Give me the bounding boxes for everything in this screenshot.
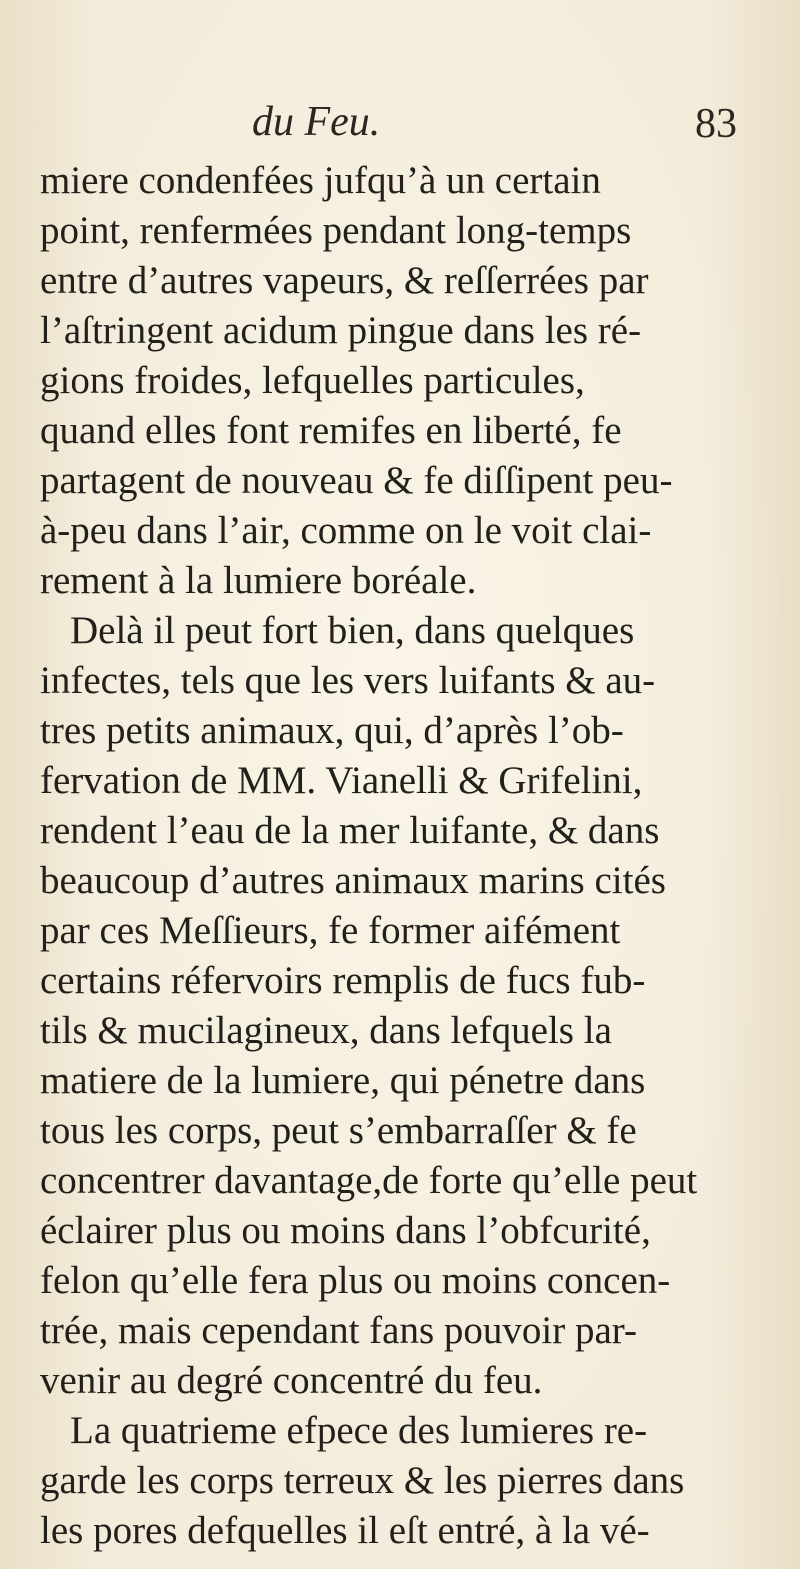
text-line: partagent de nouveau & fe diſſipent peu- <box>40 459 673 502</box>
page-number: 83 <box>695 101 737 147</box>
text-line: éclairer plus ou moins dans l’obfcurité, <box>40 1209 651 1252</box>
running-head <box>0 92 800 152</box>
text-line: quand elles font remifes en liberté, fe <box>40 409 622 452</box>
text-line: gions froides, lefquelles particules, <box>40 359 585 402</box>
text-line: tous les corps, peut s’embarraſſer & fe <box>40 1109 637 1152</box>
text-line: garde les corps terreux & les pierres dans <box>40 1459 685 1502</box>
text-line: concentrer davantage,de forte qu’elle peut <box>40 1159 698 1202</box>
text-line: rendent l’eau de la mer luifante, & dans <box>40 809 660 852</box>
text-line: certains réfervoirs remplis de fucs fub- <box>40 959 646 1002</box>
text-line: fervation de MM. Vianelli & Grifelini, <box>40 759 643 802</box>
text-line: infectes, tels que les vers luifants & au- <box>40 659 656 702</box>
text-line: tils & mucilagineux, dans lefquels la <box>40 1009 612 1052</box>
text-line: beaucoup d’autres animaux marins cités <box>40 859 666 902</box>
running-title: du Feu. <box>252 99 381 145</box>
text-line: venir au degré concentré du feu. <box>40 1359 543 1402</box>
text-line: point, renfermées pendant long-temps <box>40 209 632 252</box>
text-line: par ces Meſſieurs, fe former aifément <box>40 909 621 952</box>
text-line: à-peu dans l’air, comme on le voit clai- <box>40 509 652 552</box>
text-line: matiere de la lumiere, qui pénetre dans <box>40 1059 646 1102</box>
text-line: trée, mais cependant fans pouvoir par- <box>40 1309 637 1352</box>
text-line: Delà il peut fort bien, dans quelques <box>70 609 635 652</box>
text-line: felon qu’elle fera plus ou moins concen- <box>40 1259 671 1302</box>
text-line: l’aſtringent acidum pingue dans les ré- <box>40 309 642 352</box>
text-line: La quatrieme efpece des lumieres re- <box>70 1409 648 1452</box>
text-line: les pores defquelles il eſt entré, à la vé- <box>40 1509 650 1552</box>
text-line: miere condenfées jufqu’à un certain <box>40 159 601 202</box>
text-line: entre d’autres vapeurs, & reſſerrées par <box>40 259 649 302</box>
text-line: rement à la lumiere boréale. <box>40 559 477 602</box>
text-line: tres petits animaux, qui, d’après l’ob- <box>40 709 624 752</box>
